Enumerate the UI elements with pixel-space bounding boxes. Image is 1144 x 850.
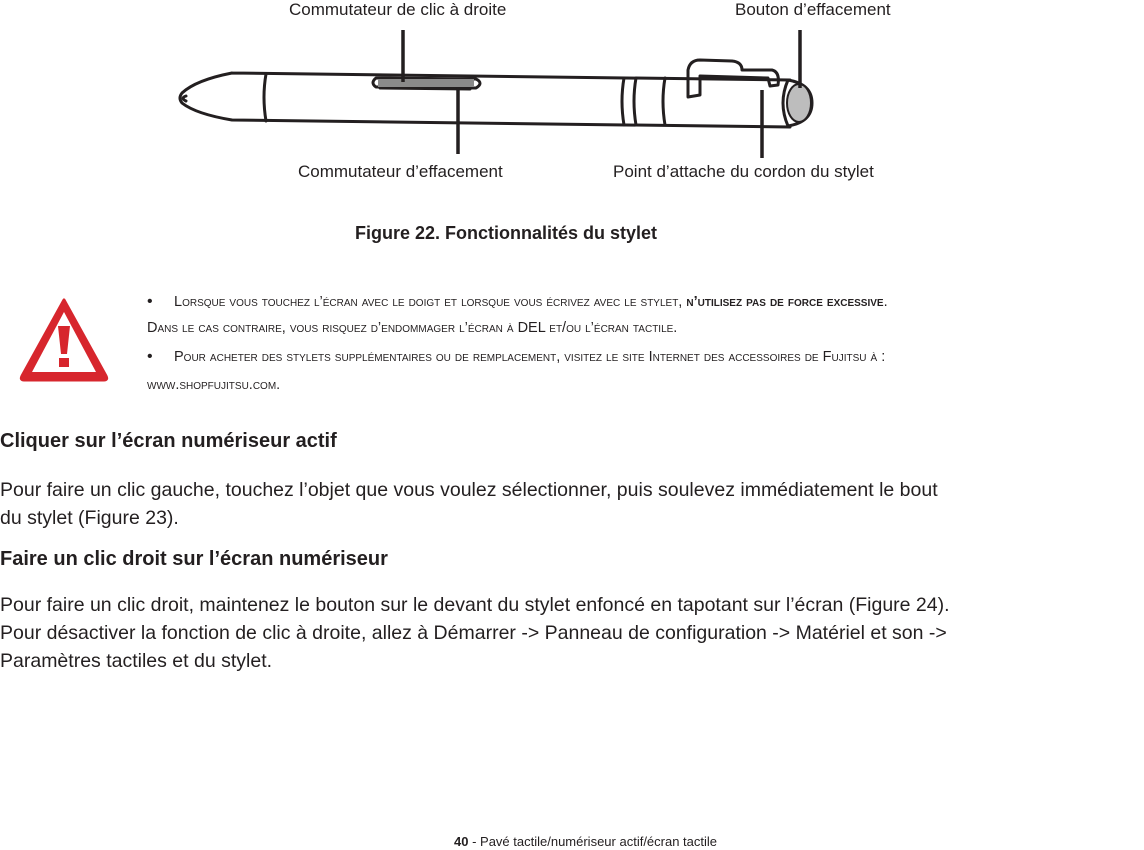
bullet: • <box>147 348 153 365</box>
label-right-click-switch: Commutateur de clic à droite <box>289 0 507 19</box>
warning-item-2-line2 <box>147 373 280 397</box>
paragraph-line: Pour faire un clic droit, maintenez le bouton sur le devant du stylet enfoncé en tapotant sur l’écran (Figure 24). <box>0 594 950 616</box>
warning-item-1 <box>147 290 888 314</box>
warning-item-1-text: Lorsque vous touchez l’écran avec le doigt et lorsque vous écrivez avec le stylet, <box>174 294 687 310</box>
stylus-tip <box>183 96 186 101</box>
page-footer <box>454 834 717 849</box>
section-heading-right-click: Faire un clic droit sur l’écran numériseur <box>0 548 388 570</box>
paragraph-line: du stylet (Figure 23). <box>0 507 179 529</box>
label-eraser-button: Bouton d’effacement <box>735 0 891 19</box>
figure-caption: Figure 22. Fonctionnalités du stylet <box>355 223 658 243</box>
warning-item-1-line2 <box>147 316 677 340</box>
warning-icon <box>18 296 110 382</box>
shop-url: www.shopfujitsu.com. <box>147 377 281 393</box>
paragraph-line: Paramètres tactiles et du stylet. <box>0 650 273 672</box>
side-switch-fill <box>378 79 474 87</box>
label-eraser-switch: Commutateur d’effacement <box>298 162 503 181</box>
label-tether-point: Point d’attache du cordon du stylet <box>613 162 874 181</box>
section-paragraph-left-click <box>0 476 938 532</box>
paragraph-line: Pour désactiver la fonction de clic à droite, allez à Démarrer -> Panneau de configuration -> Matériel et son -> <box>0 622 947 644</box>
warning-item-1-bold: n’utilisez pas de force excessive <box>686 294 884 310</box>
stylus-illustration <box>170 0 830 200</box>
warning-item-2 <box>147 345 885 369</box>
eraser-button <box>787 84 811 122</box>
section-paragraph-right-click <box>0 591 950 675</box>
paragraph-line: Pour faire un clic gauche, touchez l’objet que vous voulez sélectionner, puis soulevez immédiatement le bout <box>0 479 938 501</box>
warning-item-1-line2-text: Dans le cas contraire, vous risquez d’endommager l’écran à DEL et/ou l’écran tactile. <box>147 320 678 336</box>
bullet: • <box>147 293 153 310</box>
warning-item-2-text: Pour acheter des stylets supplémentaires ou de remplacement, visitez le site Internet des accessoires de Fujitsu à : <box>174 349 886 365</box>
section-heading-left-click: Cliquer sur l’écran numériseur actif <box>0 430 337 452</box>
warning-item-1-end: . <box>883 294 888 310</box>
footer-text: - Pavé tactile/numériseur actif/écran tactile <box>468 834 718 849</box>
page-number: 40 <box>454 834 469 849</box>
